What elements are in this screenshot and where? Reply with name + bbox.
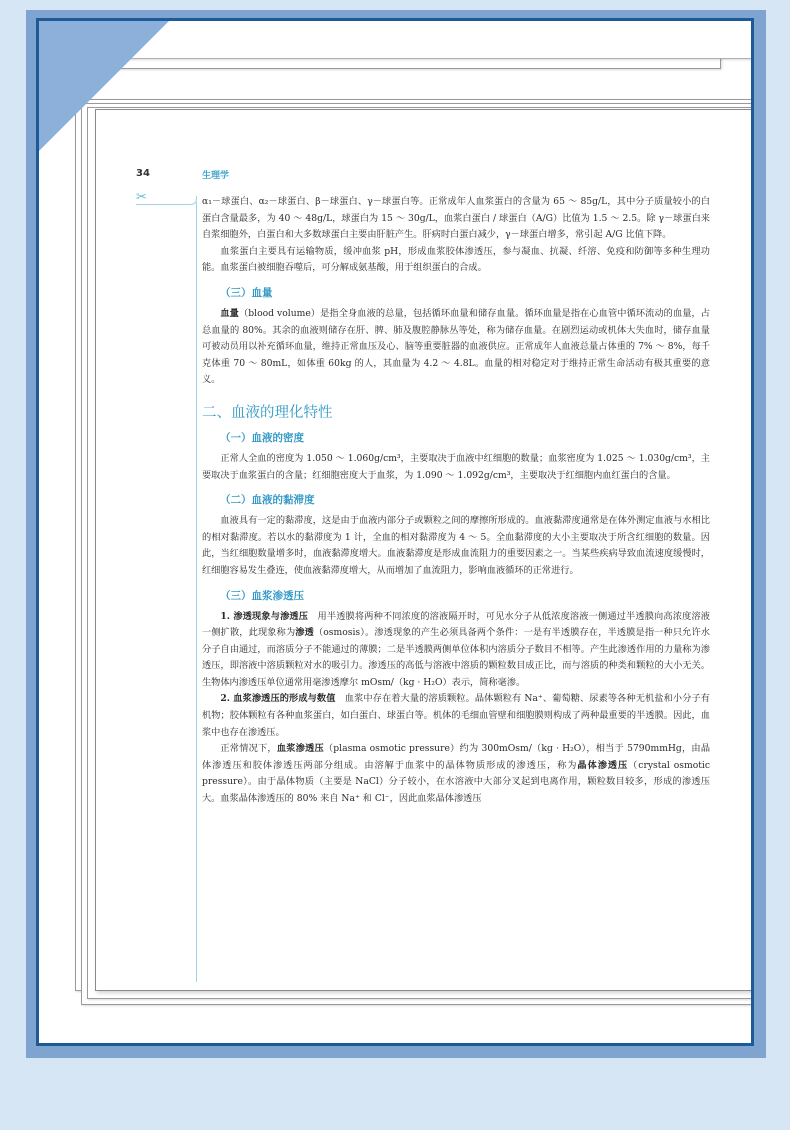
heading-viscosity: （二）血液的黏滞度 <box>220 494 315 507</box>
paragraph-4: 正常人全血的密度为 1.050 ～ 1.060g/cm³，主要取决于血液中红细胞的数量；血浆密度为 1.025 ～ 1.030g/cm³，主要取决于血浆蛋白的含量；红细胞密度大于血浆，为 1.090 ～ 1.092g/cm³，主要取决于红细胞内血红蛋白的含量。 <box>202 452 710 481</box>
paragraph-7-text: 血浆中存在着大量的溶质颗粒。晶体颗粒有 Na⁺、葡萄糖、尿素等各种无机盐和小分子有机物；胶体颗粒有各种血浆蛋白，如白蛋白、球蛋白等。机体的毛细血管壁和细胞膜则构成了两种最重要的半透膜。因此，血浆中也存在渗透压。 <box>202 693 710 738</box>
paragraph-1: α₁－球蛋白、α₂－球蛋白、β－球蛋白、γ－球蛋白等。正常成年人血浆蛋白的含量为 65 ～ 85g/L，其中分子质量较小的白蛋白含量最多，为 40 ～ 48g/L，球蛋白为 15 ～ 30g/L，血浆白蛋白 / 球蛋白（A/G）比值为 1.5 ～ 2.5。除 γ－球蛋白来自浆细胞外，白蛋白和大多数球蛋白主要由肝脏产生。肝病时白蛋白减少，γ－球蛋白增多，常引起 A/G 比值下降。 <box>202 196 710 241</box>
term-plasma-osmotic-pressure: 血浆渗透压 <box>276 743 324 755</box>
heading-blood-volume: （三）血量 <box>220 286 273 299</box>
paragraph-6-text-a: 用半透膜将两种不同浓度的溶液隔开时，可见水分子从低浓度溶液一侧通过半透膜向高浓度溶液一侧扩散，此现象称为 <box>202 610 710 639</box>
back-sheet-top-2 <box>115 18 754 59</box>
margin-hook <box>136 196 197 205</box>
clip-icon: ✂ <box>136 190 147 205</box>
paragraph-8-text-a: 正常情况下， <box>220 743 277 755</box>
paragraph-6-text-b: （osmosis）。渗透现象的产生必须具备两个条件：一是有半透膜存在，半透膜是指一种只允许水分子自由通过，而溶质分子不能通过的薄膜；二是半透膜两侧单位体积内溶质分子数目不相等。产生此渗透作用的力量称为渗透压，即溶液中溶质颗粒对水的吸引力。渗透压的高低与溶液中溶质的颗粒数目成正比，而与溶质的种类和颗粒的大小无关。生物体内渗透压单位通常用毫渗透摩尔 mOsm/（kg · H₂O）表示，简称毫渗。 <box>202 627 710 688</box>
term-osmosis: 渗透 <box>295 627 314 639</box>
corner-fold <box>39 21 169 151</box>
inner-frame <box>36 18 754 1046</box>
paragraph-8-text-c: （crystal osmotic pressure）。由于晶体物质（主要是 NaCl）分子较小，在水溶液中大部分叉起到电离作用，颗粒数目较多，形成的渗透压大。血浆晶体渗透压的 80% 来自 Na⁺ 和 Cl⁻，因此血浆晶体渗透压 <box>202 759 710 805</box>
page-number: 34 <box>136 168 150 179</box>
paragraph-7 <box>202 691 710 741</box>
paragraph-8 <box>202 741 710 807</box>
section-title: 生理学 <box>202 171 230 181</box>
paragraph-3 <box>202 306 710 389</box>
paragraph-8-text-b: （plasma osmotic pressure）约为 300mOsm/（kg · H₂O），相当于 5790mmHg，由晶体渗透压和胶体渗透压两部分组成。由溶解于血浆中的晶体物质形成的渗透压，称为 <box>202 743 711 771</box>
paragraph-2: 血浆蛋白主要具有运输物质，缓冲血浆 pH，形成血浆胶体渗透压，参与凝血、抗凝、纤溶、免疫和防御等多种生理功能。血浆蛋白被细胞吞噬后，可分解成氨基酸，用于组织蛋白的合成。 <box>202 245 710 274</box>
term-crystal-osmotic-pressure: 晶体渗透压 <box>577 759 629 771</box>
paragraph-6 <box>202 609 710 692</box>
term-blood-volume: 血量 <box>220 307 239 319</box>
paragraph-3-text: （blood volume）是指全身血液的总量，包括循环血量和储存血量。循环血量是指在心血管中循环流动的血量，占总血量的 80%。其余的血液则储存在肝、脾、肺及腹腔静脉丛等处，称为储存血量。在剧烈运动或机体大失血时，储存血量可被动员用以补充循环血量，维持正常血压及心、脑等重要脏器的血液供应。正常成年人血液总量占体重的 7% ～ 8%，每千克体重 70 ～ 80mL，如体重 60kg 的人，其血量为 4.2 ～ 4.8L。血量的相对稳定对于维持正常生命活动有极其重要的意义。 <box>202 307 710 386</box>
heading-physicochemical: 二、血液的理化特性 <box>202 404 333 421</box>
margin-line <box>196 202 197 982</box>
heading-osmotic-pressure: （三）血浆渗透压 <box>220 589 304 602</box>
heading-density: （一）血液的密度 <box>220 431 304 444</box>
page-content <box>202 194 710 808</box>
subheading-plasma-osmotic: 2. 血浆渗透压的形成与数值 <box>220 693 336 705</box>
subheading-osmosis: 1. 渗透现象与渗透压 <box>220 610 309 622</box>
paragraph-5: 血液具有一定的黏滞度，这是由于血液内部分子或颗粒之间的摩擦所形成的。血液黏滞度通常是在体外测定血液与水相比的相对黏滞度。若以水的黏滞度为 1 计，全血的相对黏滞度为 4 ～ 5。全血黏滞度的大小主要取决于所含红细胞的数量。因此，当红细胞数量增多时，血液黏滞度增大。血液黏滞度是形成血流阻力的重要因素之一。当某些疾病导致血流速度缓慢时，红细胞容易发生叠连，使血液黏滞度增大，从而增加了血流阻力，影响血液循环的正常进行。 <box>202 515 710 576</box>
book-page <box>95 109 754 991</box>
